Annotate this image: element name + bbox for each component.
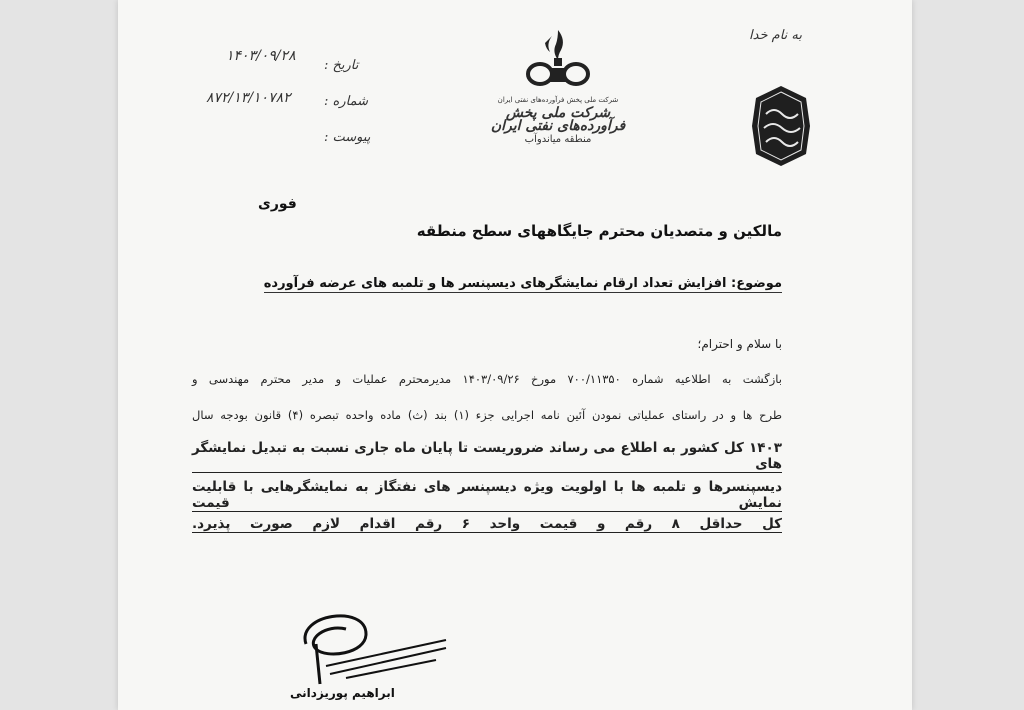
greeting: با سلام و احترام؛ (697, 337, 782, 351)
company-logo-icon (478, 28, 638, 94)
subject-line: موضوع: افزایش تعداد ارقام نمایشگرهای دیسپنسر ها و تلمبه های عرضه فرآورده (263, 276, 782, 291)
signatory-name: ابراهیم پوریزدانی (290, 686, 395, 700)
letter-page (118, 0, 912, 710)
body-line-5: کل حداقل ۸ رقم و قیمت واحد ۶ رقم اقدام لازم صورت پذیرد. (192, 516, 782, 532)
production-leap-stamp (750, 84, 812, 168)
left-margin-band (0, 0, 118, 710)
attachment-label-text: پیوست (332, 130, 371, 145)
date-label-text: تاریخ (332, 58, 359, 73)
recipients: مالکین و متصدیان محترم جایگاههای سطح منطقه (416, 222, 782, 240)
attachment-label: پیوست : (324, 130, 371, 145)
urgent-tag: فوری (258, 196, 297, 212)
number-label: شماره : (324, 94, 368, 109)
signature (286, 604, 456, 688)
number-value: ۸۷۲/۱۳/۱۰۷۸۲ (206, 90, 291, 106)
body-line-3: ۱۴۰۳ کل کشور به اطلاع می رساند ضروریست تا پایان ماه جاری نسبت به تبدیل نمایشگر های (192, 440, 782, 472)
body-line-4: دیسپنسرها و تلمبه ها با اولویت ویژه دیسپنسر های نفتگاز به نمایشگرهایی با قابلیت نمایش قیمت (192, 479, 782, 511)
body-line-2: طرح ها و در راستای عملیاتی نمودن آئین نامه اجرایی جزء (۱) بند (ث) ماده واحده تبصره (۴) قانون بودجه سال (192, 408, 782, 422)
date-label: تاریخ : (324, 58, 359, 73)
company-name-big: شرکت ملی پخش فرآورده‌های نفتی ایران (490, 105, 626, 134)
company-name-small: شرکت ملی پخش فرآورده‌های نفتی ایران (497, 96, 619, 104)
body-line-1: بازگشت به اطلاعیه شماره ۷۰۰/۱۱۳۵۰ مورخ ۱۴۰۳/۰۹/۲۶ مدیرمحترم عملیات و مدیر محترم مهندسی و (192, 372, 782, 386)
date-value: ۱۴۰۳/۰۹/۲۸ (226, 48, 296, 64)
number-label-text: شماره (332, 94, 368, 109)
basmala: به نام خدا (749, 28, 802, 43)
right-margin-band (912, 0, 1024, 710)
company-name (478, 94, 638, 146)
company-region: منطقه میاندوآب (524, 134, 592, 145)
company-letterhead (478, 28, 638, 146)
